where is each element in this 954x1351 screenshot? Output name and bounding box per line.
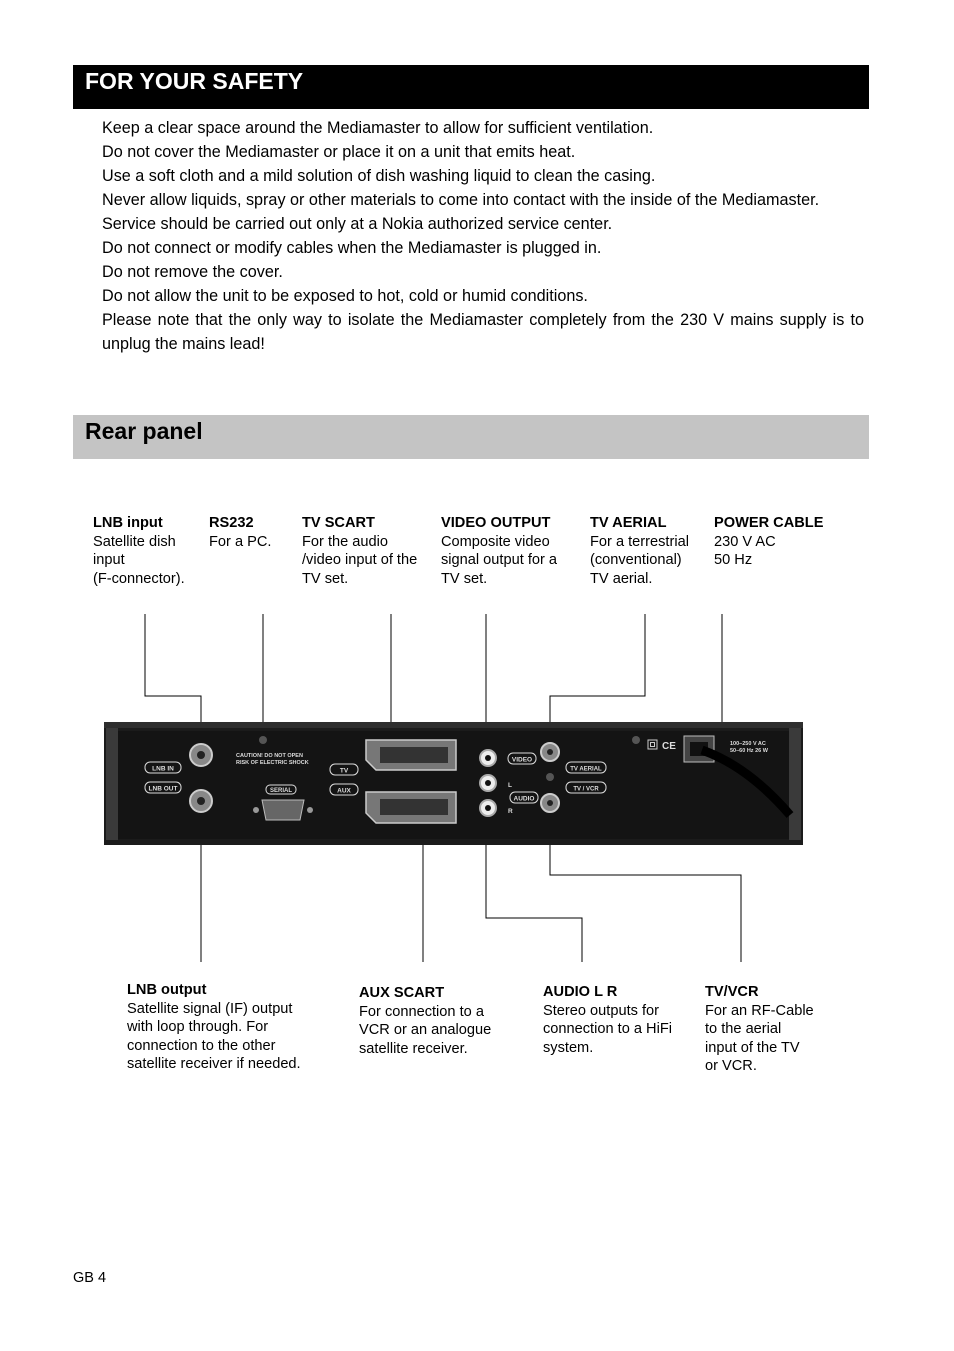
rear-panel-title: Rear panel	[85, 418, 203, 444]
leader-lines-bottom	[201, 845, 741, 962]
label-desc: For the audio /video input of the TV set.	[302, 533, 418, 587]
svg-text:AUX: AUX	[337, 787, 351, 795]
label-title: AUDIO L R	[543, 984, 618, 1000]
safety-line: Service should be carried out only at a Nokia authorized service center.	[102, 215, 613, 233]
label-title: RS232	[209, 515, 254, 531]
safety-line: Do not connect or modify cables when the Mediamaster is plugged in.	[102, 239, 602, 257]
leader-tv-vcr	[550, 845, 741, 962]
ce-mark: CE	[662, 741, 676, 752]
label-title: TV/VCR	[705, 984, 759, 1000]
label-desc: Satellite signal (IF) output with loop through. For connection to the other satellite receiver if needed.	[127, 1000, 301, 1072]
caution-text: RISK OF ELECTRIC SHOCK	[236, 760, 309, 766]
label-title: POWER CABLE	[714, 515, 824, 531]
label-desc: Satellite dish input (F-connector).	[93, 533, 185, 587]
safety-line: Never allow liquids, spray or other materials to come into contact with the inside of the Mediamaster.	[102, 191, 820, 209]
svg-text:VIDEO: VIDEO	[511, 756, 533, 764]
leader-audio-lr	[486, 845, 582, 962]
label-desc: For a terrestrial (conventional) TV aerial.	[590, 533, 689, 587]
leader-lnb-input	[145, 614, 201, 724]
label-title: TV SCART	[302, 515, 375, 531]
svg-text:SERIAL: SERIAL	[269, 788, 293, 794]
label-desc: Composite video signal output for a TV set.	[441, 533, 558, 587]
label-desc: Stereo outputs for connection to a HiFi system.	[543, 1002, 672, 1056]
label-desc: For an RF-Cable to the aerial input of the TV or VCR.	[705, 1002, 814, 1074]
label-title: AUX SCART	[359, 985, 445, 1001]
caution-text: CAUTION! DO NOT OPEN	[236, 753, 303, 759]
safety-title: FOR YOUR SAFETY	[85, 68, 304, 94]
label-title: VIDEO OUTPUT	[441, 515, 551, 531]
svg-text:R: R	[508, 808, 513, 815]
screw	[632, 736, 640, 744]
screw	[259, 736, 267, 744]
svg-text:L: L	[508, 782, 512, 789]
svg-text:LNB IN: LNB IN	[152, 765, 174, 773]
safety-line: Do not allow the unit to be exposed to hot, cold or humid conditions.	[102, 287, 588, 305]
svg-text:100–250 V AC: 100–250 V AC	[730, 741, 766, 747]
label-desc: 230 V AC 50 Hz	[714, 533, 776, 568]
safety-line: Do not cover the Mediamaster or place it on a unit that emits heat.	[102, 143, 576, 161]
label-title: TV AERIAL	[590, 515, 667, 531]
svg-text:LNB OUT: LNB OUT	[148, 785, 178, 793]
svg-text:TV / VCR: TV / VCR	[573, 786, 599, 793]
label-desc: For a PC.	[209, 533, 272, 550]
label-title: LNB output	[127, 982, 207, 998]
safety-line: Use a soft cloth and a mild solution of dish washing liquid to clean the casing.	[102, 167, 656, 185]
leader-lines-top	[145, 614, 722, 724]
receiver-rear	[104, 722, 803, 845]
safety-line: Please note that the only way to isolate the Mediamaster completely from the 230 V mains supply is to unplug the mains lead!	[102, 311, 864, 353]
svg-text:50–60 Hz 26 W: 50–60 Hz 26 W	[730, 748, 768, 754]
screw	[546, 773, 554, 781]
safety-line: Keep a clear space around the Mediamaster to allow for sufficient ventilation.	[102, 119, 654, 137]
safety-line: Do not remove the cover.	[102, 263, 283, 281]
label-desc: For connection to a VCR or an analogue satellite receiver.	[359, 1003, 492, 1057]
svg-text:TV: TV	[339, 767, 349, 775]
svg-text:TV AERIAL: TV AERIAL	[570, 766, 602, 773]
label-title: LNB input	[93, 515, 163, 531]
page-number: GB 4	[73, 1270, 107, 1286]
leader-tv-aerial	[550, 614, 645, 722]
svg-text:AUDIO: AUDIO	[513, 795, 535, 803]
